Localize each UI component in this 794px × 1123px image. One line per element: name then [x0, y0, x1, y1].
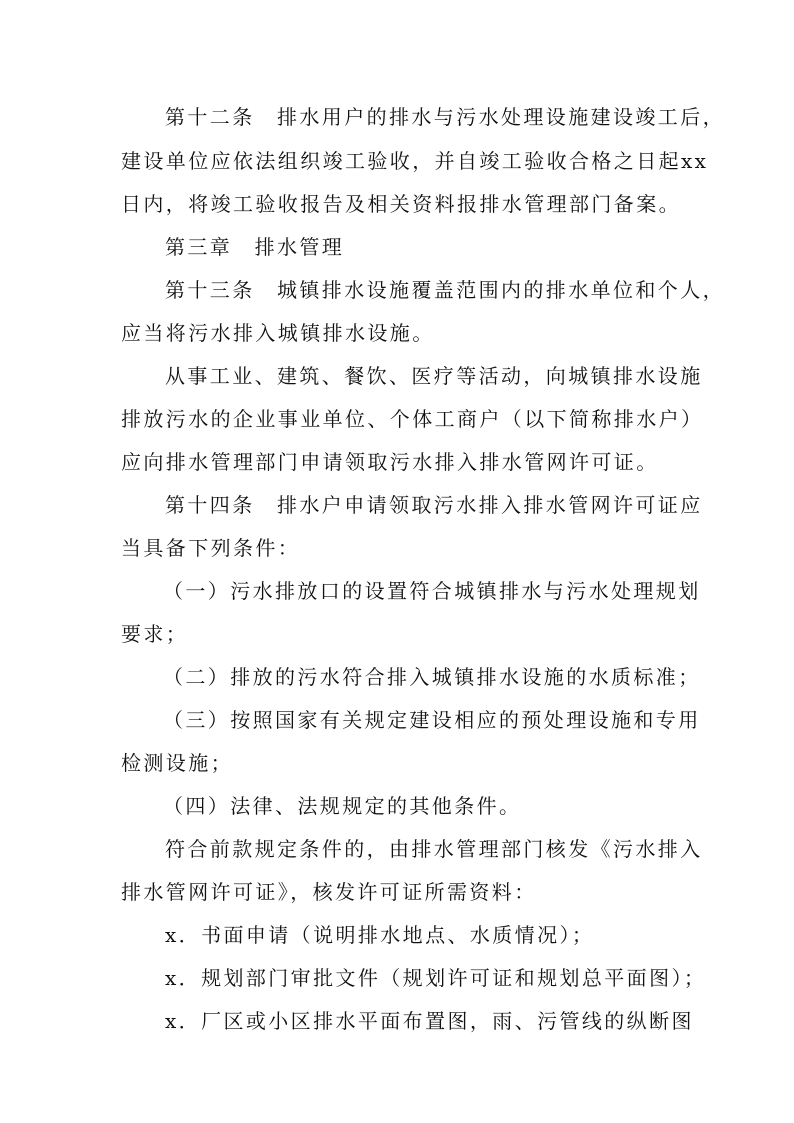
article-13-p2-line-3: 应向排水管理部门申请领取污水排入排水管网许可证。 [121, 450, 659, 474]
article-14-line-2: 当具备下列条件： [121, 536, 301, 560]
article-12-line-1: 第十二条 排水用户的排水与污水处理设施建设竣工后， [165, 105, 725, 129]
required-document-c-line: x．厂区或小区排水平面布置图，雨、污管线的纵断图 [165, 1009, 694, 1033]
required-document-b-line: x．规划部门审批文件（规划许可证和规划总平面图）； [165, 966, 707, 990]
article-12-line-2: 建设单位应依法组织竣工验收，并自竣工验收合格之日起xx [121, 149, 709, 173]
article-14-line-1: 第十四条 排水户申请领取污水排入排水管网许可证应 [165, 493, 703, 517]
article-12-line-3: 日内，将竣工验收报告及相关资料报排水管理部门备案。 [121, 192, 681, 216]
article-13-p2-line-2: 排放污水的企业事业单位、个体工商户（以下简称排水户） [121, 407, 704, 431]
permit-issuance-line-2: 排水管网许可证》，核发许可证所需资料： [121, 880, 537, 904]
condition-2-line-1: （二）排放的污水符合排入城镇排水设施的水质标准； [163, 665, 701, 689]
condition-3-line-2: 检测设施； [121, 751, 233, 775]
condition-4-line-1: （四）法律、法规规定的其他条件。 [163, 794, 522, 818]
chapter-3-title: 第三章 排水管理 [165, 235, 345, 259]
permit-issuance-line-1: 符合前款规定条件的，由排水管理部门核发《污水排入 [165, 837, 703, 861]
condition-3-line-1: （三）按照国家有关规定建设相应的预处理设施和专用 [163, 708, 701, 732]
condition-1-line-1: （一）污水排放口的设置符合城镇排水与污水处理规划 [163, 579, 701, 603]
article-13-line-2: 应当将污水排入城镇排水设施。 [121, 321, 435, 345]
article-13-line-1: 第十三条 城镇排水设施覆盖范围内的排水单位和个人， [165, 278, 725, 302]
article-13-p2-line-1: 从事工业、建筑、餐饮、医疗等活动，向城镇排水设施 [165, 364, 703, 388]
condition-1-line-2: 要求； [121, 622, 189, 646]
required-document-a-line: x．书面申请（说明排水地点、水质情况）； [165, 923, 595, 947]
